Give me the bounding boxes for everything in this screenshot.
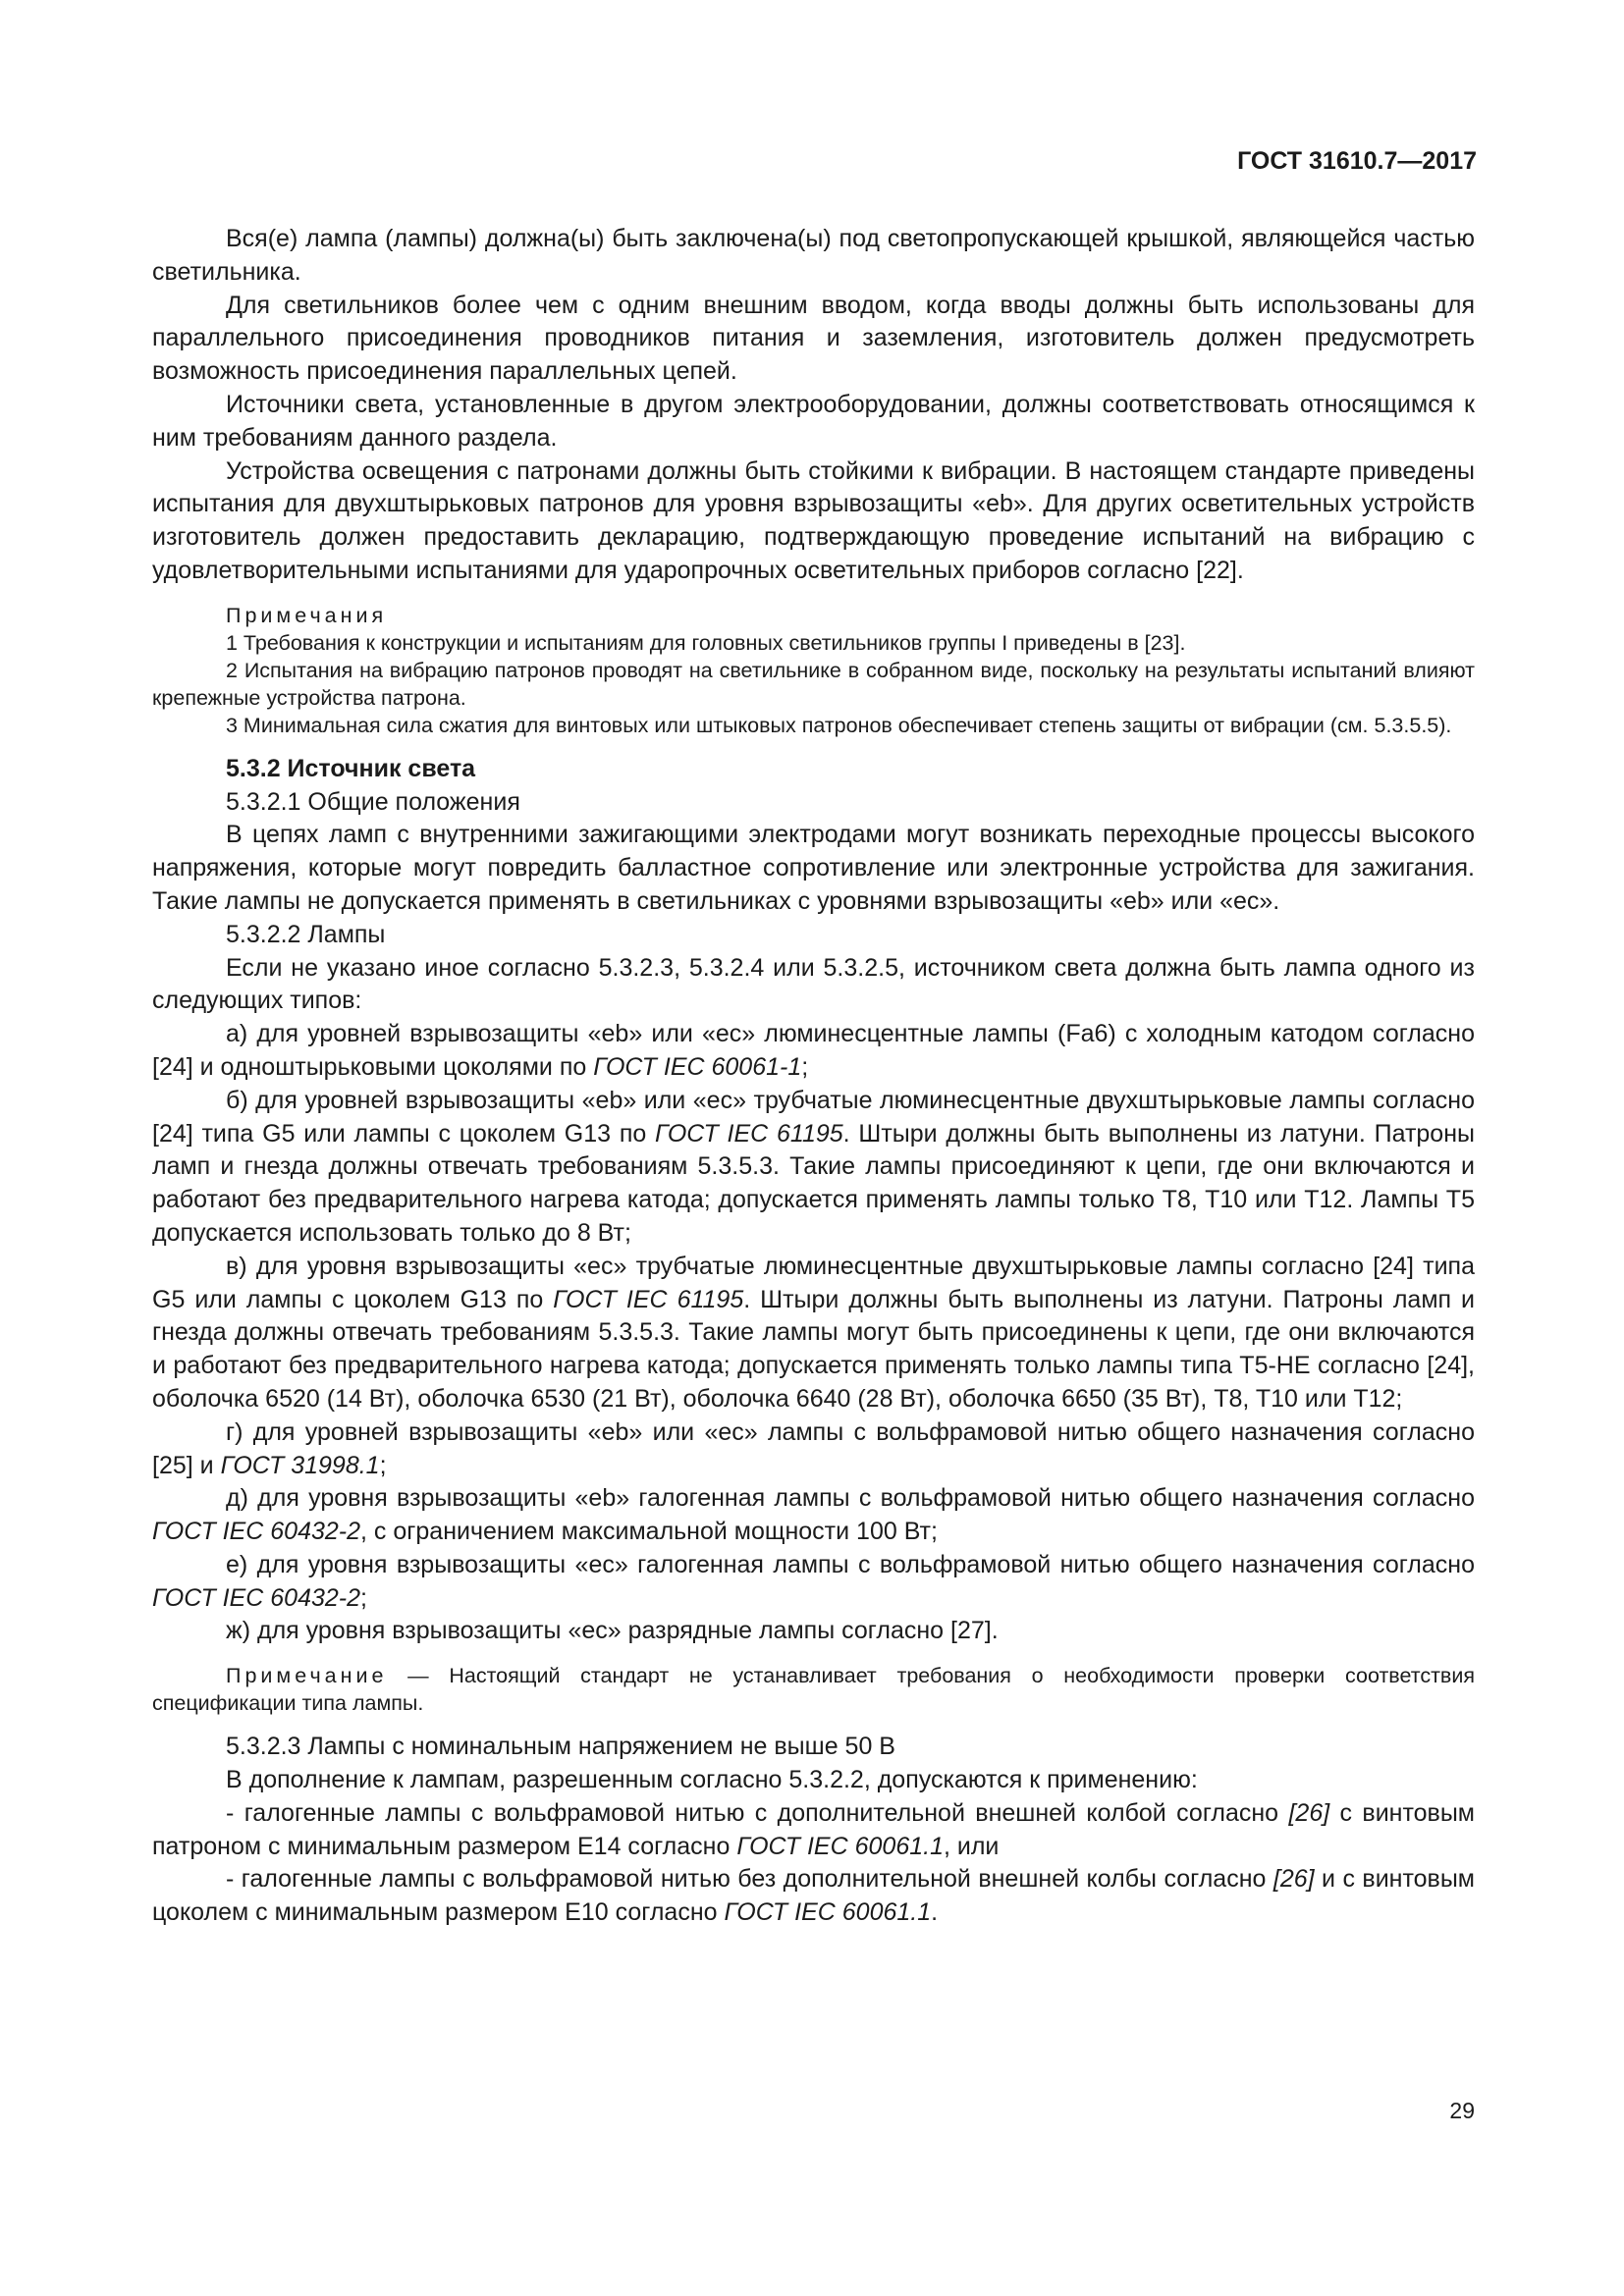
note-item-2: 2 Испытания на вибрацию патронов проводят на светильнике в собранном виде, поскольку на результаты испытаний влияют крепежные устройства патрона. [152,658,1475,710]
paragraph-5321: В цепях ламп с внутренними зажигающими электродами могут возникать переходные процессы высокого напряжения, которые могут повредить балластное сопротивление или электронные устройства для зажигания. Такие лампы не допускается применять в светильниках с уровнями взрывозащиты «eb» или «ec». [152,821,1475,915]
list-item-g: г) для уровней взрывозащиты «eb» или «ec» лампы с вольфрамовой нитью общего назначения согласно [25] и ГОСТ 31998.1; [152,1417,1475,1479]
notes-title: Примечания [226,603,388,627]
list-item-d: д) для уровня взрывозащиты «eb» галогенная лампы с вольфрамовой нитью общего назначения согласно ГОСТ IEC 60432-2, с ограничением максимальной мощности 100 Вт; [152,1484,1475,1546]
list-item-v: в) для уровня взрывозащиты «ec» трубчатые люминесцентные двухштырьковые лампы согласно [24] типа G5 или лампы с цоколем G13 по ГОСТ IEC 61195. Штыри должны быть выполнены из латуни. Патроны ламп и гнезда должны отвечать требованиям 5.3.5.3. Такие лампы могут быть присоединены к цепи, где они включаются и работают без предварительного нагрева катода; допускается применять только лампы типа T5-HE согласно [24], оболочка 6520 (14 Вт), оболочка 6530 (21 Вт), оболочка 6640 (28 Вт), оболочка 6650 (35 Вт), T8, T10 или T12; [152,1252,1475,1413]
subsection-heading-5321: 5.3.2.1 Общие положения [226,787,520,816]
ref-link: ГОСТ IEC 60061.1 [724,1898,932,1927]
ref-link: ГОСТ IEC 60061-1 [593,1052,802,1081]
ref-link: ГОСТ 31998.1 [220,1451,380,1479]
note-item-1: 1 Требования к конструкции и испытаниям для головных светильников группы I приведены в [23]. [226,630,1186,655]
subsection-heading-5322: 5.3.2.2 Лампы [226,920,386,948]
notes-block [152,602,1475,739]
page-content [152,223,1475,1930]
ref-link: ГОСТ IEC 60432-2 [152,1583,361,1612]
page-number: 29 [1449,2098,1475,2123]
ref-link: ГОСТ IEC 60061.1 [736,1832,944,1860]
paragraph-vibration: Устройства освещения с патронами должны быть стойкими к вибрации. В настоящем стандарте приведены испытания для двухштырьковых патронов для уровня взрывозащиты «eb». Для других осветительных устройств изготовитель должен предоставить декларацию, подтверждающую проведение испытаний на вибрацию с удовлетворительными испытаниями для ударопрочных осветительных приборов согласно [22]. [152,456,1475,584]
list-item-5323-1: - галогенные лампы с вольфрамовой нитью с дополнительной внешней колбой согласно [26] с винтовым патроном с минимальным размером E14 согласно ГОСТ IEC 60061.1, или [152,1798,1475,1860]
ref-link: ГОСТ IEC 61195 [655,1119,843,1148]
paragraph-5322: Если не указано иное согласно 5.3.2.3, 5.3.2.4 или 5.3.2.5, источником света должна быть лампа одного из следующих типов: [152,953,1475,1015]
list-item-zh: ж) для уровня взрывозащиты «ec» разрядные лампы согласно [27]. [226,1617,999,1645]
ref-link: ГОСТ IEC 61195 [553,1285,744,1313]
subsection-heading-5323: 5.3.2.3 Лампы с номинальным напряжением не выше 50 В [226,1733,895,1761]
list-item-5323-2: - галогенные лампы с вольфрамовой нитью без дополнительной внешней колбы согласно [26] и с винтовым цоколем с минимальным размером E10 согласно ГОСТ IEC 60061.1. [152,1865,1475,1927]
paragraph-lamp-cover: Вся(е) лампа (лампы) должна(ы) быть заключена(ы) под светопропускающей крышкой, являющейся частью светильника. [152,225,1475,286]
paragraph-5323-intro: В дополнение к лампам, разрешенным согласно 5.3.2.2, допускаются к применению: [226,1766,1198,1794]
paragraph-multiple-inputs: Для светильников более чем с одним внешним вводом, когда вводы должны быть использованы для параллельного присоединения проводников питания и заземления, изготовитель должен предусмотреть возможность присоединения параллельных цепей. [152,291,1475,386]
note-item-3: 3 Минимальная сила сжатия для винтовых или штыковых патронов обеспечивает степень защиты от вибрации (см. 5.3.5.5). [226,713,1452,737]
paragraph-light-sources: Источники света, установленные в другом электрооборудовании, должны соответствовать относящимся к ним требованиям данного раздела. [152,390,1475,452]
list-item-a: а) для уровней взрывозащиты «eb» или «ec» люминесцентные лампы (Fa6) с холодным катодом согласно [24] и одноштырьковыми цоколями по ГОСТ IEC 60061-1; [152,1020,1475,1081]
section-heading-532: 5.3.2 Источник света [226,754,476,782]
ref-link: ГОСТ IEC 60432-2 [152,1518,361,1546]
note-block-2 [152,1662,1475,1717]
document-header: ГОСТ 31610.7—2017 [1237,147,1477,175]
note-2: Примечание — Настоящий стандарт не устанавливает требования о необходимости проверки соответствия спецификации типа лампы. [152,1664,1475,1716]
note-2-label: Примечание [226,1664,388,1688]
list-item-e: е) для уровня взрывозащиты «ec» галогенная лампы с вольфрамовой нитью общего назначения согласно ГОСТ IEC 60432-2; [152,1550,1475,1612]
list-item-b: б) для уровней взрывозащиты «eb» или «ec» трубчатые люминесцентные двухштырьковые лампы согласно [24] типа G5 или лампы с цоколем G13 по ГОСТ IEC 61195. Штыри должны быть выполнены из латуни. Патроны ламп и гнезда должны отвечать требованиям 5.3.5.3. Такие лампы присоединяют к цепи, где они включаются и работают без предварительного нагрева катода; допускается применять лампы только T8, T10 или T12. Лампы T5 допускается использовать только до 8 Вт; [152,1086,1475,1247]
